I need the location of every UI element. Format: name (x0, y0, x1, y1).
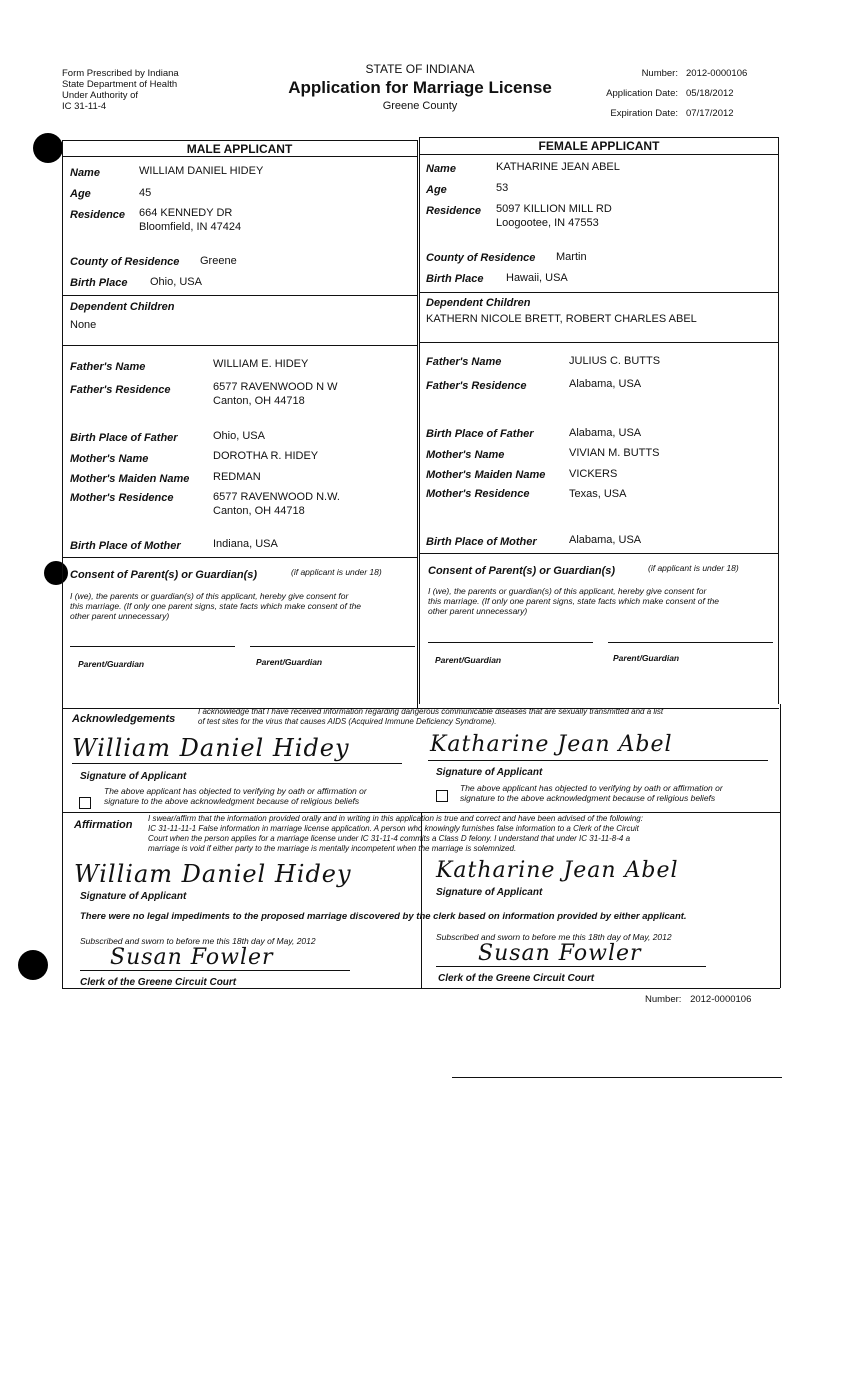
male-applicant-header: MALE APPLICANT (186, 142, 293, 156)
female-county-label: County of Residence (426, 252, 536, 264)
male-objected-line-2: signature to the above acknowledgment because of religious beliefs (104, 796, 360, 806)
male-ack-sig-label: Signature of Applicant (80, 771, 187, 782)
female-birth-place-father: Alabama, USA (569, 427, 642, 439)
male-age-label: Age (70, 188, 91, 200)
female-fathers-residence-label: Father's Residence (426, 380, 527, 392)
expiration-date: 07/17/2012 (686, 108, 734, 119)
female-consent-text-line-3: other parent unnecessary) (428, 606, 528, 616)
authority-line-2: State Department of Health (62, 79, 178, 90)
male-fathers-residence-line-1: 6577 RAVENWOOD N W (213, 381, 338, 393)
female-mothers-maiden-label: Mother's Maiden Name (426, 469, 546, 481)
footer-number-value: 2012-0000106 (690, 994, 752, 1005)
male-mothers-name-label: Mother's Name (70, 453, 149, 465)
male-ack-signature: William Daniel Hidey (72, 734, 350, 762)
punch-hole-bottom (18, 950, 48, 980)
female-fathers-name-label: Father's Name (426, 356, 502, 368)
female-fathers-name: JULIUS C. BUTTS (569, 355, 661, 367)
female-residence-label: Residence (426, 205, 482, 217)
female-objected-line-1: The above applicant has objected to verifying by oath or affirmation or (460, 783, 723, 793)
male-consent-text-line-1: I (we), the parents or guardian(s) of this applicant, hereby give consent for (70, 591, 349, 601)
female-ack-signature: Katharine Jean Abel (430, 732, 673, 757)
affirm-text (148, 814, 778, 854)
male-dependent-children-label: Dependent Children (70, 301, 175, 313)
ack-text (198, 707, 788, 727)
affirm-text-line-3: Court when the person applies for a marriage license under IC 31-11-4 commits a Class D felony. I understand that under IC 31-11-8-4 a (148, 834, 631, 843)
male-mothers-residence-label: Mother's Residence (70, 492, 174, 504)
male-affirm-signature: William Daniel Hidey (74, 860, 352, 888)
affirm-text-line-2: IC 31-11-11-1 False information in marriage license application. A person who knowingly furnishes false information to a Clerk of the Circuit (148, 824, 639, 833)
male-birth-place: Ohio, USA (150, 276, 202, 288)
female-applicant-header: FEMALE APPLICANT (538, 139, 660, 153)
male-affirm-sig-label: Signature of Applicant (80, 891, 187, 902)
female-parent-guardian-2: Parent/Guardian (613, 653, 680, 663)
meta-values (686, 64, 747, 124)
authority-line-4: IC 31-11-4 (62, 101, 107, 112)
female-consent-text-line-2: this marriage. (If only one parent signs, state facts which make consent of the (428, 596, 720, 606)
male-consent-note: (if applicant is under 18) (291, 567, 382, 577)
male-mothers-residence-line-2: Canton, OH 44718 (213, 505, 305, 517)
female-name-label: Name (426, 163, 456, 175)
authority-line-1: Form Prescribed by Indiana (62, 68, 179, 79)
female-affirm-signature: Katharine Jean Abel (436, 858, 679, 883)
male-objected-checkbox[interactable] (79, 797, 91, 809)
female-consent-note: (if applicant is under 18) (648, 563, 739, 573)
male-birth-place-father: Ohio, USA (213, 430, 265, 442)
title-block (250, 62, 590, 112)
male-residence-line-1: 664 KENNEDY DR (139, 207, 233, 219)
female-mothers-name: VIVIAN M. BUTTS (569, 447, 660, 459)
female-sworn-text: Subscribed and sworn to before me this 18th day of May, 2012 (436, 932, 672, 942)
male-objected-text (104, 786, 367, 806)
female-dependent-children: KATHERN NICOLE BRETT, ROBERT CHARLES ABEL (426, 313, 697, 325)
female-county: Martin (556, 251, 587, 263)
punch-hole-middle (44, 561, 68, 585)
female-ack-sig-label: Signature of Applicant (436, 767, 543, 778)
female-clerk-label: Clerk of the Greene Circuit Court (438, 973, 595, 984)
female-age: 53 (496, 182, 509, 194)
female-consent-title: Consent of Parent(s) or Guardian(s) (428, 565, 616, 577)
application-date: 05/18/2012 (686, 88, 734, 99)
male-fathers-residence-line-2: Canton, OH 44718 (213, 395, 305, 407)
male-birth-place-mother-label: Birth Place of Mother (70, 540, 181, 552)
male-objected-line-1: The above applicant has objected to verifying by oath or affirmation or (104, 786, 367, 796)
affirm-title: Affirmation (74, 819, 133, 831)
exp-date-label: Expiration Date: (610, 108, 678, 119)
male-clerk-signature: Susan Fowler (110, 945, 274, 970)
female-residence-line-1: 5097 KILLION MILL RD (496, 203, 612, 215)
male-birth-place-label: Birth Place (70, 277, 128, 289)
female-mothers-maiden: VICKERS (569, 468, 618, 480)
ack-title: Acknowledgements (72, 713, 176, 725)
female-mothers-residence: Texas, USA (569, 488, 627, 500)
male-birth-place-father-label: Birth Place of Father (70, 432, 178, 444)
female-residence-line-2: Loogootee, IN 47553 (496, 217, 599, 229)
male-name-label: Name (70, 167, 100, 179)
male-fathers-name-label: Father's Name (70, 361, 146, 373)
female-dependent-children-label: Dependent Children (426, 297, 531, 309)
female-consent-text (428, 586, 776, 616)
male-sworn-text: Subscribed and sworn to before me this 18th day of May, 2012 (80, 936, 316, 946)
impediments-statement: There were no legal impediments to the proposed marriage discovered by the clerk based on information provided by either applicant. (80, 911, 687, 922)
male-parent-guardian-1: Parent/Guardian (78, 659, 145, 669)
male-residence-label: Residence (70, 209, 126, 221)
page-title: Application for Marriage License (288, 78, 552, 97)
footer-number (645, 994, 751, 1005)
female-mothers-residence-label: Mother's Residence (426, 488, 530, 500)
male-consent-text (70, 591, 415, 621)
female-birth-place-father-label: Birth Place of Father (426, 428, 534, 440)
female-affirm-sig-label: Signature of Applicant (436, 887, 543, 898)
male-mothers-residence-line-1: 6577 RAVENWOOD N.W. (213, 491, 340, 503)
female-fathers-residence: Alabama, USA (569, 378, 642, 390)
female-objected-text (460, 783, 723, 803)
male-consent-text-line-2: this marriage. (If only one parent signs, state facts which make consent of the (70, 601, 362, 611)
male-dependent-children: None (70, 319, 97, 331)
female-birth-place-mother-label: Birth Place of Mother (426, 536, 537, 548)
affirm-text-line-1: I swear/affirm that the information provided orally and in writing in this application is true and correct and have been advised of the following: (148, 814, 643, 823)
license-number: 2012-0000106 (686, 68, 748, 79)
female-birth-place-label: Birth Place (426, 273, 484, 285)
female-clerk-signature: Susan Fowler (478, 941, 642, 966)
punch-hole-top (33, 133, 63, 163)
affirm-text-line-4: marriage is void if either party to the marriage is mentally incompetent when the marriage is solemnized. (148, 844, 517, 853)
male-mothers-name: DOROTHA R. HIDEY (213, 450, 319, 462)
male-parent-guardian-2: Parent/Guardian (256, 657, 323, 667)
form-authority (62, 68, 179, 112)
number-label: Number: (641, 68, 678, 79)
female-objected-line-2: signature to the above acknowledgment because of religious beliefs (460, 793, 716, 803)
male-fathers-residence-label: Father's Residence (70, 384, 171, 396)
male-birth-place-mother: Indiana, USA (213, 538, 278, 550)
male-age: 45 (139, 187, 152, 199)
female-age-label: Age (426, 184, 447, 196)
male-county-label: County of Residence (70, 256, 180, 268)
male-clerk-label: Clerk of the Greene Circuit Court (80, 977, 237, 988)
male-fathers-name: WILLIAM E. HIDEY (213, 358, 309, 370)
female-birth-place-mother: Alabama, USA (569, 534, 642, 546)
female-parent-guardian-1: Parent/Guardian (435, 655, 502, 665)
county-title: Greene County (382, 100, 458, 112)
footer-number-label: Number: (645, 994, 682, 1005)
authority-line-3: Under Authority of (62, 90, 139, 101)
male-name: WILLIAM DANIEL HIDEY (139, 165, 264, 177)
male-mothers-maiden: REDMAN (213, 471, 261, 483)
female-name: KATHARINE JEAN ABEL (496, 161, 620, 173)
state-title: STATE OF INDIANA (365, 62, 475, 76)
male-residence-line-2: Bloomfield, IN 47424 (139, 221, 242, 233)
male-mothers-maiden-label: Mother's Maiden Name (70, 473, 190, 485)
female-birth-place: Hawaii, USA (506, 272, 568, 284)
male-consent-text-line-3: other parent unnecessary) (70, 611, 170, 621)
male-county: Greene (200, 255, 237, 267)
female-mothers-name-label: Mother's Name (426, 449, 505, 461)
ack-text-line-2: of test sites for the virus that causes AIDS (Acquired Immune Deficiency Syndrome). (198, 717, 497, 726)
meta-labels (580, 64, 678, 124)
female-consent-text-line-1: I (we), the parents or guardian(s) of this applicant, hereby give consent for (428, 586, 707, 596)
app-date-label: Application Date: (606, 88, 678, 99)
male-consent-title: Consent of Parent(s) or Guardian(s) (70, 569, 258, 581)
female-objected-checkbox[interactable] (436, 790, 448, 802)
ack-text-line-1: I acknowledge that I have received information regarding dangerous communicable diseases that are sexually transmitted and a list (198, 707, 664, 716)
